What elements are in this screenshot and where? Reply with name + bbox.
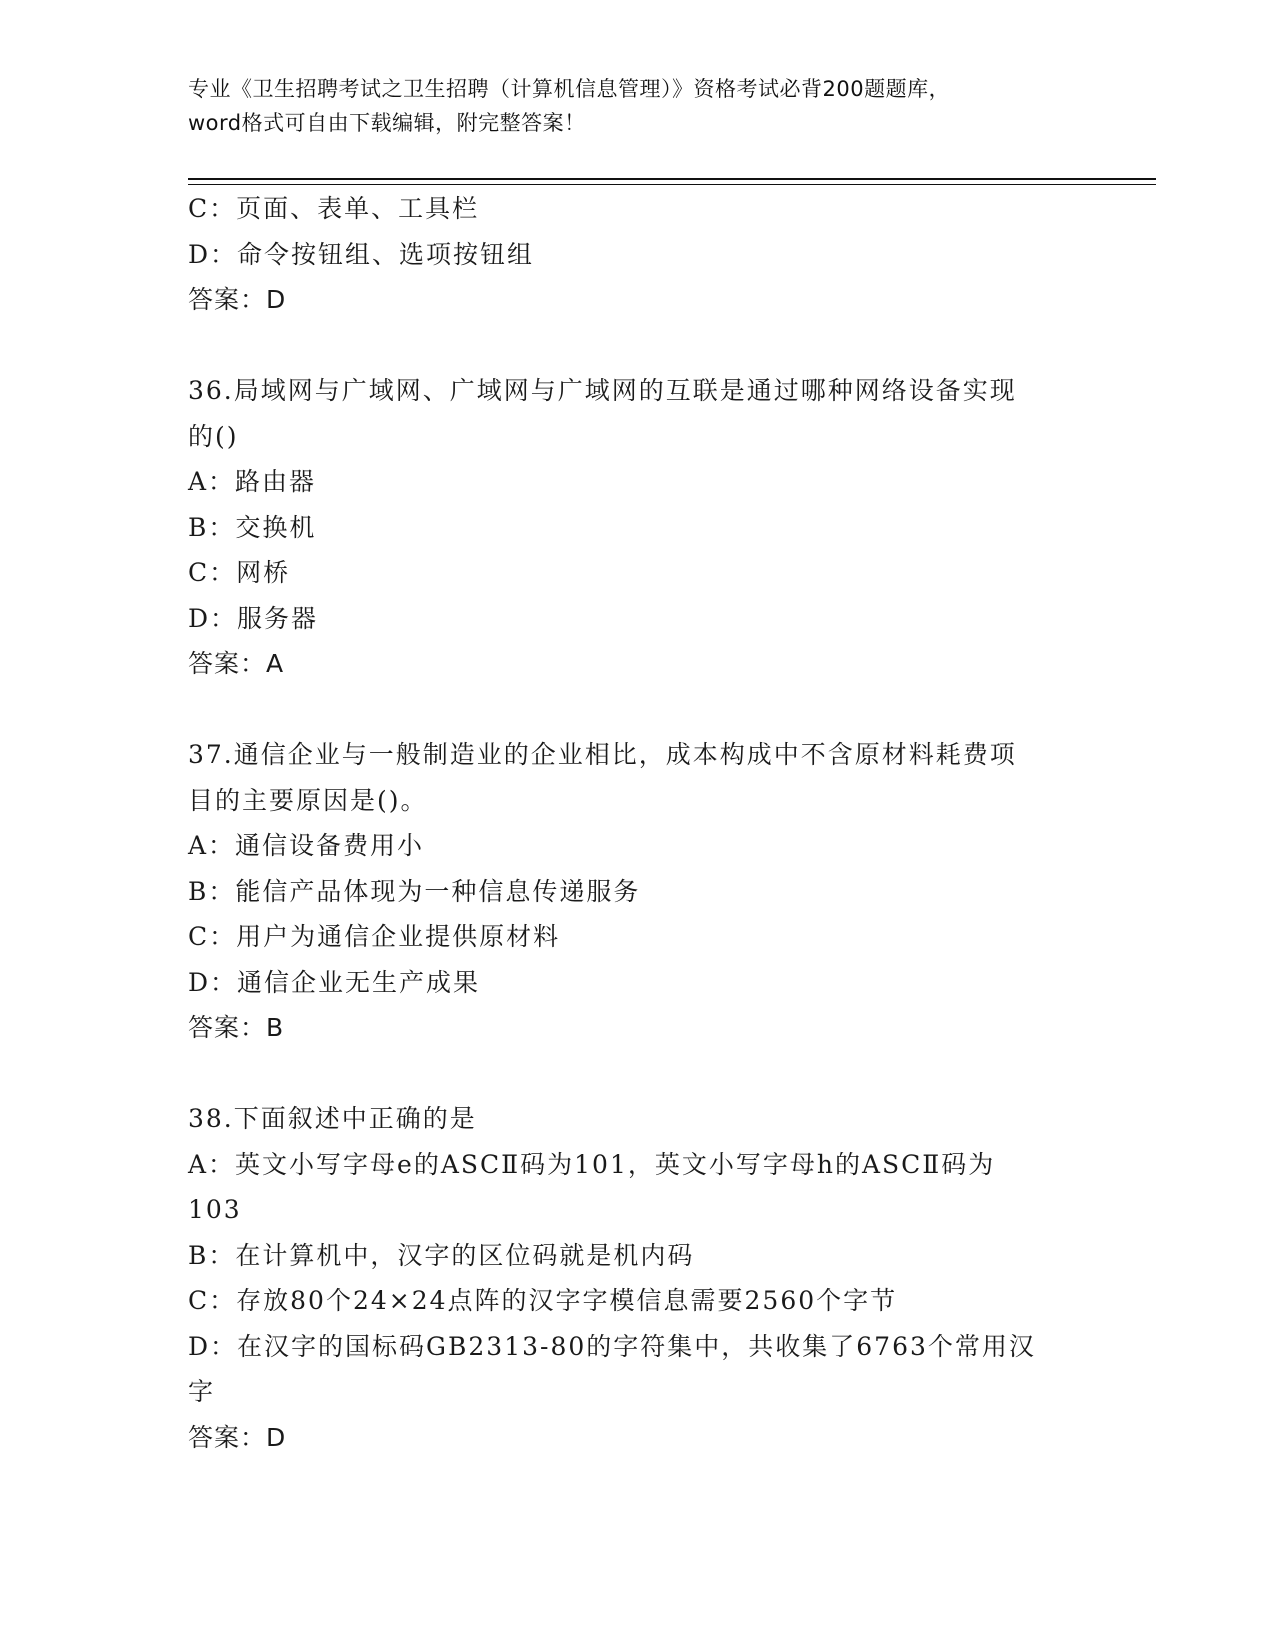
question-stem: 36.局域网与广域网、广域网与广域网的互联是通过哪种网络设备实现 bbox=[188, 376, 1017, 405]
header-line-1: 专业《卫生招聘考试之卫生招聘（计算机信息管理）》资格考试必背200题题库， bbox=[188, 77, 951, 101]
previous-question-tail bbox=[188, 186, 1088, 323]
answer-line: 答案：D bbox=[188, 285, 287, 314]
question-36 bbox=[188, 368, 1088, 687]
header-line-2: word格式可自由下载编辑，附完整答案！ bbox=[188, 111, 586, 135]
answer-line: 答案：B bbox=[188, 1013, 285, 1042]
option-a: A：英文小写字母e的ASCⅡ码为101，英文小写字母h的ASCⅡ码为 bbox=[188, 1149, 996, 1179]
option-d: D：服务器 bbox=[188, 603, 319, 633]
question-stem: 37.通信企业与一般制造业的企业相比，成本构成中不含原材料耗费项 bbox=[188, 740, 1017, 769]
option-c: C：网桥 bbox=[188, 558, 291, 587]
option-c: C：存放80个24×24点阵的汉字字模信息需要2560个字节 bbox=[188, 1286, 898, 1315]
option-a: A：路由器 bbox=[188, 467, 317, 496]
spacer bbox=[188, 1051, 1088, 1097]
option-d-continued: 字 bbox=[188, 1377, 216, 1406]
spacer bbox=[188, 323, 1088, 369]
option-d: D：命令按钮组、选项按钮组 bbox=[188, 239, 535, 269]
header-rule-thin bbox=[188, 184, 1156, 185]
document-body bbox=[188, 186, 1088, 1460]
answer-line: 答案：A bbox=[188, 649, 285, 678]
question-stem: 38.下面叙述中正确的是 bbox=[188, 1104, 477, 1133]
answer-line: 答案：D bbox=[188, 1422, 287, 1452]
option-b: B：能信产品体现为一种信息传递服务 bbox=[188, 876, 641, 906]
option-c: C：页面、表单、工具栏 bbox=[188, 194, 480, 223]
question-stem-continued: 目的主要原因是()。 bbox=[188, 785, 428, 815]
option-b: B：在计算机中，汉字的区位码就是机内码 bbox=[188, 1240, 695, 1270]
question-stem-continued: 的() bbox=[188, 421, 239, 451]
spacer bbox=[188, 687, 1088, 733]
option-d: D：通信企业无生产成果 bbox=[188, 967, 481, 997]
option-a-continued: 103 bbox=[188, 1195, 242, 1224]
header-rule-thick bbox=[188, 178, 1156, 180]
option-b: B：交换机 bbox=[188, 512, 317, 542]
option-c: C：用户为通信企业提供原材料 bbox=[188, 922, 561, 951]
document-header bbox=[188, 72, 1088, 140]
option-d: D：在汉字的国标码GB2313-80的字符集中，共收集了6763个常用汉 bbox=[188, 1331, 1036, 1361]
question-37 bbox=[188, 732, 1088, 1051]
question-38 bbox=[188, 1096, 1088, 1460]
option-a: A：通信设备费用小 bbox=[188, 831, 425, 860]
